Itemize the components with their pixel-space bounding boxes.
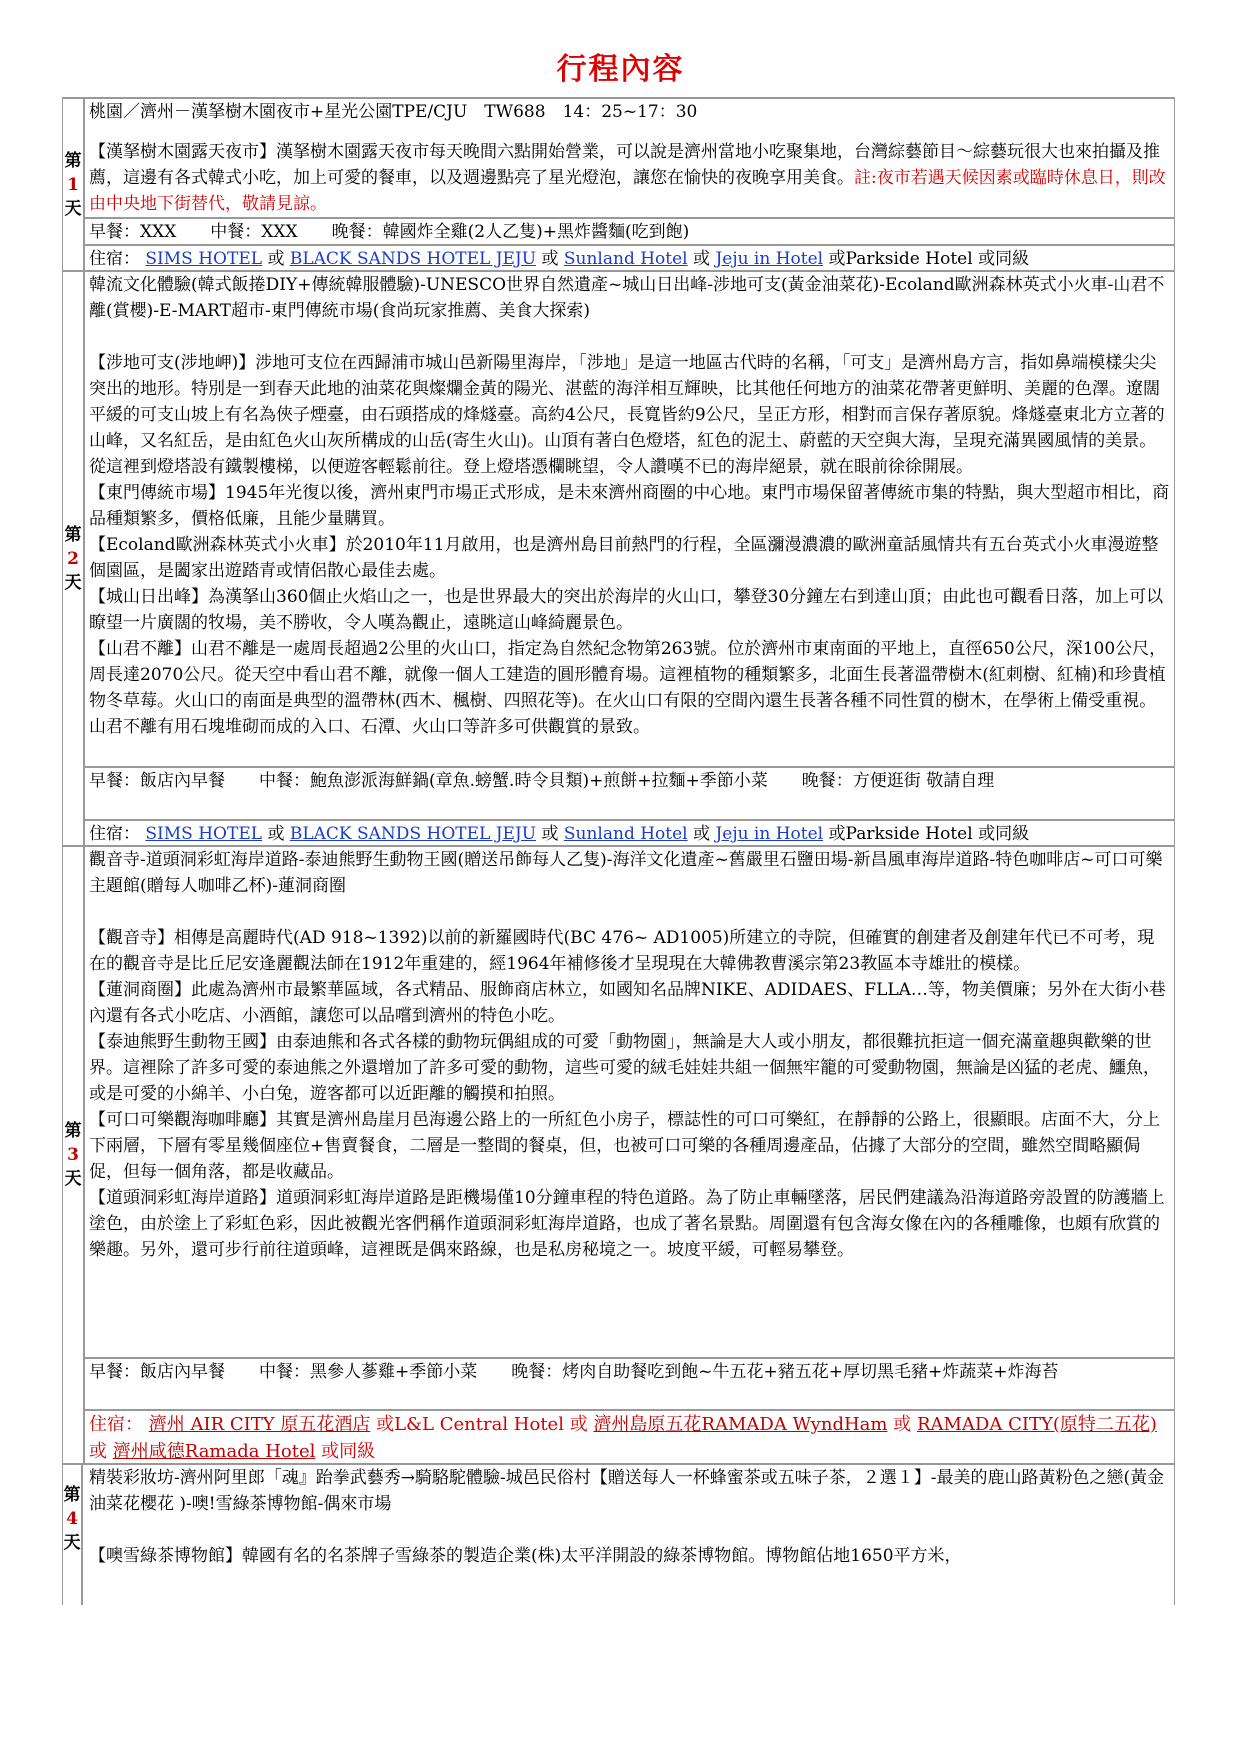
attraction-paragraph: 【蓮洞商圈】此處為濟州市最繁華區域，各式精品、服飾商店林立，如國知名品牌NIKE、ADIDAES、FLLA…等，物美價廉；另外在大街小巷內還有各式小吃店、小酒館，讓您可以品嚐到濟州的特色小吃。 [89,980,1166,1026]
day-label-suffix: 天 [64,572,82,593]
day-2-hotel: 住宿： SIMS HOTEL 或 BLACK SANDS HOTEL JEJU 或 Sunland Hotel 或 Jeju in Hotel 或Parkside Hotel 或同級 [85,819,1174,847]
hotel-link-sunland[interactable]: Sunland Hotel [563,249,688,269]
hotel-link-black-sands[interactable]: BLACK SANDS HOTEL JEJU [289,249,537,269]
day-3-descriptions [85,925,1174,1263]
day-label-prefix: 第 [63,1485,81,1505]
day-2-section [62,272,1175,847]
day-4-section [62,1465,1175,1605]
hotel-link-sims[interactable]: SIMS HOTEL [145,824,263,844]
page-title: 行程內容 [556,52,685,87]
attraction-paragraph: 【涉地可支(涉地岬)】涉地可支位在西歸浦市城山邑新陽里海岸，「涉地」是這一地區古代時的名稱，「可支」是濟州島方言，指如鼻端模樣尖尖突出的地形。特別是一到春天此地的油菜花與燦爛金黃的陽光、湛藍的海洋相互輝映，比其他任何地方的油菜花帶著更鮮明、美麗的色澤。遼闊平緩的可支山坡上有名為俠子煙臺，由石頭搭成的烽燧臺。高約4公尺，長寬皆約9公尺，呈正方形，相對而言保存著原貌。烽燧臺東北方立著的山峰，又名紅岳，是由紅色火山灰所構成的山岳(寄生火山)。山頂有著白色燈塔，紅色的泥土、蔚藍的天空與大海，呈現充滿異國風情的美景。從這裡到燈塔設有鐵製樓梯，以便遊客輕鬆前往。登上燈塔憑欄眺望，令人讚嘆不已的海岸絕景，就在眼前徐徐開展。 [89,353,1165,477]
day-label-suffix: 天 [63,1533,81,1553]
day-1-hotel: 住宿： SIMS HOTEL 或 BLACK SANDS HOTEL JEJU 或 Sunland Hotel 或 Jeju in Hotel 或Parkside Hotel 或同級 [85,244,1174,272]
attraction-paragraph: 【泰迪熊野生動物王國】由泰迪熊和各式各樣的動物玩偶組成的可愛「動物園」，無論是大人或小朋友，都很難抗拒這一個充滿童趣與歡樂的世界。這裡除了許多可愛的泰迪熊之外還增加了許多可愛的動物，這些可愛的絨毛娃娃共組一個無牢籠的可愛動物園，無論是凶猛的老虎、鱷魚，或是可愛的小綿羊、小白兔，遊客都可以近距離的觸摸和拍照。 [89,1032,1160,1104]
hotel-link-jeju-in[interactable]: Jeju in Hotel [715,824,824,844]
day-4-label-cell [63,1465,83,1605]
hotel-link-sunland[interactable]: Sunland Hotel [563,824,688,844]
day-1-route: 桃園／濟州－漢拏樹木園夜市+星光公園TPE/CJU TW688 14：25~17：30 [89,102,698,122]
itinerary-table [62,97,1175,1754]
day-1-description: 【漢拏樹木園露天夜市】漢拏樹木園露天夜市每天晚間六點開始營業，可以說是濟州當地小吃聚集地，台灣綜藝節目～綜藝玩很大也來拍攝及推薦，這邊有各式韓式小吃，加上可愛的餐車，以及週邊點亮了星光燈泡，讓您在愉快的夜晚享用美食。註:夜市若遇天候因素或臨時休息日，則改由中央地下街替代，敬請見諒。 [89,142,1166,214]
day-3-meals: 早餐：飯店內早餐 中餐：黑參人蔘雞+季節小菜 晚餐：烤肉自助餐吃到飽~牛五花+豬五花+厚切黑毛豬+炸蔬菜+炸海苔 [85,1357,1174,1385]
hotel-link-black-sands[interactable]: BLACK SANDS HOTEL JEJU [289,824,537,844]
day-3-section [62,847,1175,1465]
day-3-label-cell [63,847,85,1463]
day-number: 1 [67,174,79,195]
attraction-paragraph: 【東門傳統市場】1945年光復以後，濟州東門市場正式形成，是未來濟州商圈的中心地。東門市場保留著傳統市集的特點，與大型超市相比，商品種類繁多，價格低廉，且能少量購買。 [89,483,1170,529]
day-2-route: 韓流文化體驗(韓式飯捲DIY+傳統韓服體驗)-UNESCO世界自然遺產~城山日出峰-涉地可支(黃金油菜花)-Ecoland歐洲森林英式小火車-山君不離(賞櫻)-E-MART超市-東門傳統市場(食尚玩家推薦、美食大探索) [89,275,1165,321]
day-2-meals: 早餐：飯店內早餐 中餐：鮑魚澎派海鮮鍋(章魚.螃蟹.時令貝類)+煎餅+拉麵+季節小菜 晚餐：方便逛街 敬請自理 [85,766,1174,794]
day-label-prefix: 第 [64,1121,82,1141]
day-4-descriptions [85,1543,1174,1569]
attraction-paragraph: 【城山日出峰】為漢拏山360個止火焰山之一，也是世界最大的突出於海岸的火山口，攀登30分鐘左右到達山頂；由此也可觀看日落，加上可以瞭望一片廣闊的牧場，美不勝收，令人嘆為觀止，遠眺這山峰綺麗景色。 [89,587,1164,633]
day-number: 4 [66,1509,78,1529]
day-3-route: 觀音寺-道頭洞彩虹海岸道路-泰迪熊野生動物王國(贈送吊飾每人乙隻)-海洋文化遺產~舊嚴里石鹽田場-新昌風車海岸道路-特色咖啡店~可口可樂主題館(贈每人咖啡乙杯)-蓮洞商圈 [89,850,1163,896]
hotel-link-sims[interactable]: SIMS HOTEL [145,249,263,269]
day-label-suffix: 天 [64,1169,82,1189]
attraction-paragraph: 【Ecoland歐洲森林英式小火車】於2010年11月啟用，也是濟州島目前熱門的行程，全區瀰漫濃濃的歐洲童話風情共有五台英式小火車漫遊整個園區，是闔家出遊踏青或情侶散心最佳去處。 [89,535,1159,581]
hotel-link-ramada-wyndham[interactable]: 濟州島原五花RAMADA WyndHam [593,1414,888,1435]
day-1-meals: 早餐：XXX 中餐：XXX 晚餐：韓國炸全雞(2人乙隻)+黑炸醬麵(吃到飽) [85,217,1174,245]
attraction-paragraph: 【觀音寺】相傳是高麗時代(AD 918~1392)以前的新羅國時代(BC 476~ AD1005)所建立的寺院，但確實的創建者及創建年代已不可考，現在的觀音寺是比丘尼安逢麗觀法師在1912年重建的，經1964年補修後才呈現現在大韓佛教曹溪宗第23教區本寺雄壯的模樣。 [89,928,1155,974]
day-2-label-cell [63,272,85,845]
attraction-paragraph: 【道頭洞彩虹海岸道路】道頭洞彩虹海岸道路是距機場僅10分鐘車程的特色道路。為了防止車輛墜落，居民們建議為沿海道路旁設置的防護牆上塗色，由於塗上了彩虹色彩，因此被觀光客們稱作道頭洞彩虹海岸道路，也成了著名景點。周圍還有包含海女像在內的各種雕像，也頗有欣賞的樂趣。另外，還可步行前往道頭峰，這裡既是偶來路線，也是私房秘境之一。坡度平緩，可輕易攀登。 [89,1188,1165,1260]
day-number: 2 [67,548,79,569]
hotel-link-ramada-city[interactable]: RAMADA CITY(原特二五花) [916,1414,1157,1435]
hotel-link-ramada-hamdeok[interactable]: 濟州咸德Ramada Hotel [112,1441,316,1462]
day-3-hotel: 住宿： 濟州 AIR CITY 原五花酒店 或L&L Central Hotel 或 濟州島原五花RAMADA WyndHam 或 RAMADA CITY(原特二五花) 或 濟州咸德Ramada Hotel 或同級 [85,1409,1174,1465]
hotel-link-air-city[interactable]: 濟州 AIR CITY 原五花酒店 [148,1414,371,1435]
attraction-paragraph: 【噢雪綠茶博物館】韓國有名的名茶牌子雪綠茶的製造企業(株)太平洋開設的綠茶博物館。博物館佔地1650平方米， [89,1546,962,1566]
day-label-prefix: 第 [64,524,82,545]
hotel-link-jeju-in[interactable]: Jeju in Hotel [715,249,824,269]
attraction-paragraph: 【可口可樂觀海咖啡廳】其實是濟州島崖月邑海邊公路上的一所紅色小房子，標誌性的可口可樂紅，在靜靜的公路上，很顯眼。店面不大，分上下兩層，下層有零星幾個座位+售賣餐食，二層是一整間的餐桌，但，也被可口可樂的各種周邊產品，佔據了大部分的空間，雖然空間略顯侷促，但每一個角落，都是收藏品。 [89,1110,1160,1182]
day-1-section [62,99,1175,272]
day-4-route: 精裝彩妝坊-濟州阿里郎「魂』跆拳武藝秀→騎駱駝體驗-城邑民俗村【贈送每人一杯蜂蜜茶或五味子茶，２選１】-最美的鹿山路黃粉色之戀(黃金油菜花櫻花 )-噢!雪綠茶博物館-偶來市場 [89,1468,1165,1514]
day-1-note: 註:夜市若遇天候因素或臨時休息日，則改由中央地下街替代，敬請見諒。 [89,168,1166,214]
day-label-prefix: 第 [64,150,82,171]
attraction-paragraph: 【山君不離】山君不離是一處周長超過2公里的火山口，指定為自然紀念物第263號。位於濟州市東南面的平地上，直徑650公尺，深100公尺，周長達2070公尺。從天空中看山君不離，就像一個人工建造的圓形體育場。這裡植物的種類繁多，北面生長著溫帶樹木(紅刺樹、紅楠)和珍貴植物冬草莓。火山口的南面是典型的溫帶林(西木、楓樹、四照花等)。在火山口有限的空間內還生長著各種不同性質的樹木，在學術上備受重視。山君不離有用石塊堆砌而成的入口、石潭、火山口等許多可供觀賞的景致。 [89,639,1167,737]
day-label-suffix: 天 [64,198,82,219]
day-2-descriptions [85,350,1174,740]
day-1-label-cell [63,99,85,270]
day-number: 3 [67,1145,79,1165]
